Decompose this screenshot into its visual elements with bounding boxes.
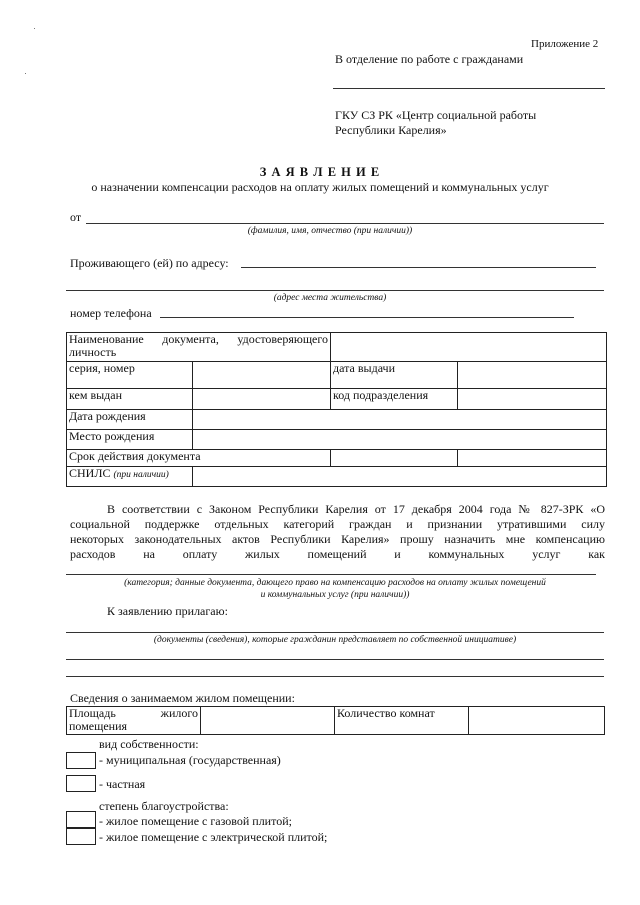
snils-label	[67, 467, 193, 487]
address-input-line[interactable]	[241, 267, 596, 268]
birth-place-label: Место рождения	[67, 430, 193, 450]
amenity-electric-label: - жилое помещение с электрической плитой;	[99, 830, 328, 844]
series-label: серия, номер	[67, 362, 193, 389]
snils-label-text: СНИЛС	[69, 466, 111, 480]
phone-label: номер телефона	[70, 306, 152, 320]
attach-hint: (документы (сведения), которые гражданин представляет по собственной инициативе)	[153, 635, 517, 645]
paragraph-line1: В соответствии с Законом Республики Карелия от 17 декабря 2004 года № 827-ЗРК «О	[107, 502, 605, 516]
area-label-text: Площадь жилого помещения	[69, 706, 198, 733]
address-label: Проживающего (ей) по адресу:	[70, 256, 229, 270]
category-hint-line2: и коммунальных услуг (при наличии))	[260, 590, 410, 600]
ownership-municipal-label: - муниципальная (государственная)	[99, 753, 281, 767]
form-subtitle: о назначении компенсации расходов на оплату жилых помещений и коммунальных услуг	[91, 180, 549, 194]
paragraph-line4: расходов на оплату жилых помещений и коммунальных услуг как	[70, 547, 605, 561]
ownership-private-checkbox[interactable]	[66, 775, 96, 792]
validity-field-2[interactable]	[458, 450, 607, 467]
issued-by-field[interactable]	[193, 389, 331, 410]
from-hint: (фамилия, имя, отчество (при наличии))	[247, 226, 413, 236]
dept-code-label: код подразделения	[331, 389, 458, 410]
address-hint: (адрес места жительства)	[273, 293, 387, 303]
series-field[interactable]	[193, 362, 331, 389]
amenity-gas-checkbox[interactable]	[66, 811, 96, 828]
doc-name-label: Наименование документа, удостоверяющего личность	[67, 333, 331, 362]
ownership-private-label: - частная	[99, 777, 146, 791]
category-hint-line1: (категория; данные документа, дающего право на компенсацию расходов на оплату жилых помещений	[124, 578, 546, 588]
ownership-municipal-checkbox[interactable]	[66, 752, 96, 769]
paragraph-line2: социальной поддержке отдельных категорий граждан и признании утратившими силу	[70, 517, 605, 531]
scan-speck	[34, 28, 35, 29]
area-label	[67, 707, 201, 735]
addressee-line2: ГКУ СЗ РК «Центр социальной работы	[335, 108, 537, 122]
category-input-line[interactable]	[66, 574, 596, 575]
addressee-line1: В отделение по работе с гражданами	[335, 52, 524, 66]
validity-label: Срок действия документа	[67, 450, 331, 467]
snils-field[interactable]	[193, 467, 607, 487]
rooms-field[interactable]	[469, 707, 605, 735]
amenity-label: степень благоустройства:	[99, 799, 229, 813]
dept-code-field[interactable]	[458, 389, 607, 410]
housing-section-label: Сведения о занимаемом жилом помещении:	[70, 691, 295, 705]
paragraph-line3: некоторых законодательных актов Республики Карелия» прошу назначить мне компенсацию	[70, 532, 605, 546]
attach-label: К заявлению прилагаю:	[107, 604, 228, 618]
id-document-table	[66, 332, 607, 487]
appendix-label: Приложение 2	[531, 38, 599, 50]
birth-place-field[interactable]	[193, 430, 607, 450]
addressee-blank-line	[333, 88, 605, 89]
birth-date-field[interactable]	[193, 410, 607, 430]
ownership-label: вид собственности:	[99, 737, 199, 751]
birth-date-label: Дата рождения	[67, 410, 193, 430]
issue-date-field[interactable]	[458, 362, 607, 389]
issue-date-label: дата выдачи	[331, 362, 458, 389]
scan-speck	[25, 73, 26, 74]
addressee-line3: Республики Карелия»	[335, 123, 447, 137]
from-label: от	[70, 210, 82, 224]
form-title: З А Я В Л Е Н И Е	[259, 165, 381, 179]
snils-hint: (при наличии)	[113, 470, 169, 480]
attach-input-line-3[interactable]	[66, 676, 604, 677]
rooms-label: Количество комнат	[335, 707, 469, 735]
housing-table	[66, 706, 605, 735]
amenity-electric-checkbox[interactable]	[66, 828, 96, 845]
phone-input-line[interactable]	[160, 317, 574, 318]
issued-by-label: кем выдан	[67, 389, 193, 410]
attach-input-line-2[interactable]	[66, 659, 604, 660]
address-input-line-2[interactable]	[66, 290, 604, 291]
from-input-line[interactable]	[86, 223, 604, 224]
validity-field-1[interactable]	[331, 450, 458, 467]
doc-name-field[interactable]	[331, 333, 607, 362]
area-field[interactable]	[201, 707, 335, 735]
attach-input-line-1[interactable]	[66, 632, 604, 633]
amenity-gas-label: - жилое помещение с газовой плитой;	[99, 814, 292, 828]
